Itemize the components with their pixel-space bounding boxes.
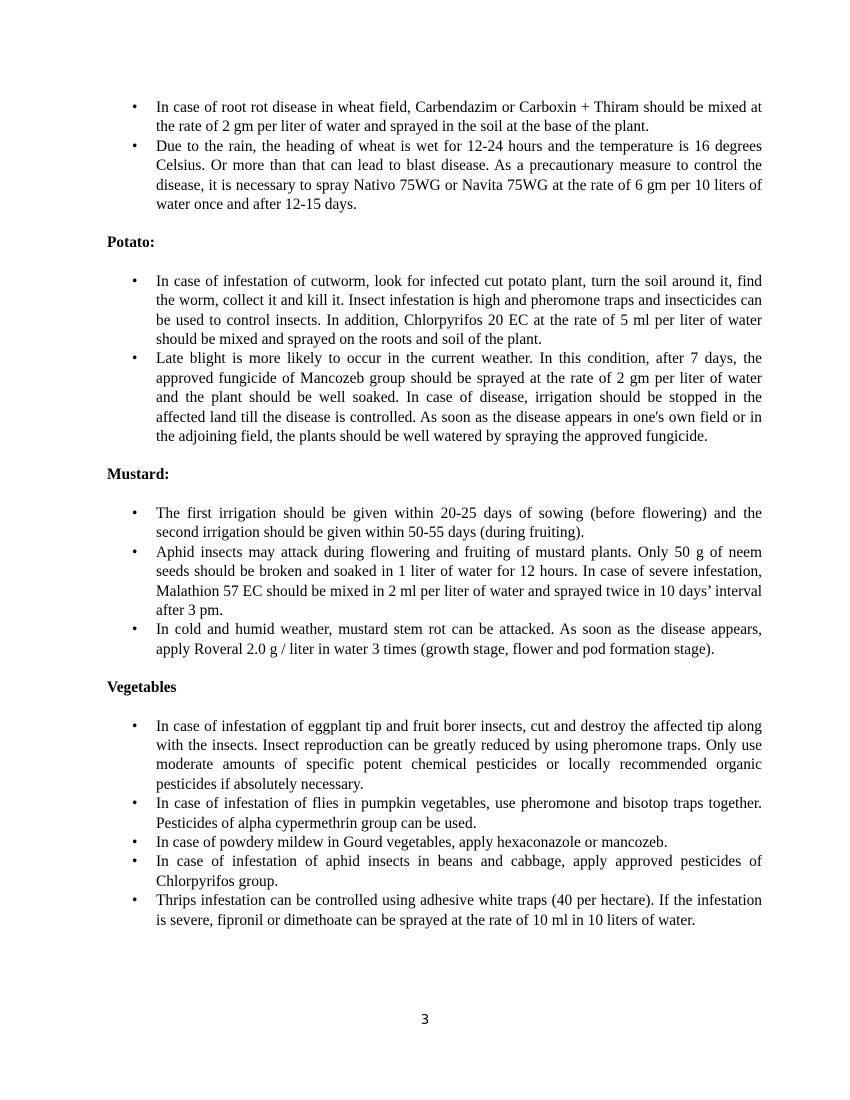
list-item: • The first irrigation should be given within 20-25 days of sowing (before flowering) and the second irrigation should be given within 50-55 days (during fruiting). — [107, 504, 762, 543]
section-heading-mustard: Mustard: — [107, 466, 170, 484]
list-item: • Late blight is more likely to occur in the current weather. In this condition, after 7 days, the approved fungicide of Mancozeb group should be sprayed at the rate of 2 gm per liter of water and the plant should be well soaked. In case of disease, irrigation should be stopped in the affected land till the disease is controlled. As soon as the disease appears in one's own field or in the adjoining field, the plants should be well watered by spraying the approved fungicide. — [107, 349, 762, 446]
list-item: • In case of root rot disease in wheat field, Carbendazim or Carboxin + Thiram should be mixed at the rate of 2 gm per liter of water and sprayed in the soil at the base of the plant. — [107, 98, 762, 137]
list-item: • Aphid insects may attack during flowering and fruiting of mustard plants. Only 50 g of neem seeds should be broken and soaked in 1 liter of water for 12 hours. In case of severe infestation, Malathion 57 EC should be mixed in 2 ml per liter of water and sprayed twice in 10 days’ interval after 3 pm. — [107, 543, 762, 621]
list-item: • Due to the rain, the heading of wheat is wet for 12-24 hours and the temperature is 16 degrees Celsius. Or more than that can lead to blast disease. As a precautionary measure to control the disease, it is necessary to spray Nativo 75WG or Navita 75WG at the rate of 6 gm per 10 liters of water once and after 12-15 days. — [107, 137, 762, 215]
section-wheat-continued — [107, 98, 762, 214]
list-item: • In cold and humid weather, mustard stem rot can be attacked. As soon as the disease appears, apply Roveral 2.0 g / liter in water 3 times (growth stage, flower and pod formation stage). — [107, 620, 762, 659]
bullet-list-vegetables — [107, 717, 762, 930]
section-heading-potato: Potato: — [107, 234, 155, 252]
section-potato — [107, 233, 762, 446]
bullet-list-wheat — [107, 98, 762, 214]
section-vegetables — [107, 678, 762, 930]
bullet-list-potato — [107, 272, 762, 447]
list-item: • In case of infestation of aphid insects in beans and cabbage, apply approved pesticides of Chlorpyrifos group. — [107, 852, 762, 891]
document-body — [107, 98, 762, 930]
list-item: • Thrips infestation can be controlled using adhesive white traps (40 per hectare). If the infestation is severe, fipronil or dimethoate can be sprayed at the rate of 10 ml in 10 liters of water. — [107, 891, 762, 930]
section-mustard — [107, 465, 762, 659]
page-number: 3 — [420, 1013, 430, 1028]
bullet-list-mustard — [107, 504, 762, 659]
list-item: • In case of infestation of flies in pumpkin vegetables, use pheromone and bisotop traps together. Pesticides of alpha cypermethrin group can be used. — [107, 794, 762, 833]
list-item: • In case of infestation of eggplant tip and fruit borer insects, cut and destroy the affected tip along with the insects. Insect reproduction can be greatly reduced by using pheromone traps. Only use moderate amounts of specific potent chemical pesticides or locally recommended organic pesticides if absolutely necessary. — [107, 717, 762, 795]
section-heading-vegetables: Vegetables — [107, 679, 177, 697]
list-item: • In case of infestation of cutworm, look for infected cut potato plant, turn the soil around it, find the worm, collect it and kill it. Insect infestation is high and pheromone traps and insecticides can be used to control insects. In addition, Chlorpyrifos 20 EC at the rate of 5 ml per liter of water should be mixed and sprayed on the roots and soil of the plant. — [107, 272, 762, 350]
list-item: • In case of powdery mildew in Gourd vegetables, apply hexaconazole or mancozeb. — [107, 833, 762, 852]
